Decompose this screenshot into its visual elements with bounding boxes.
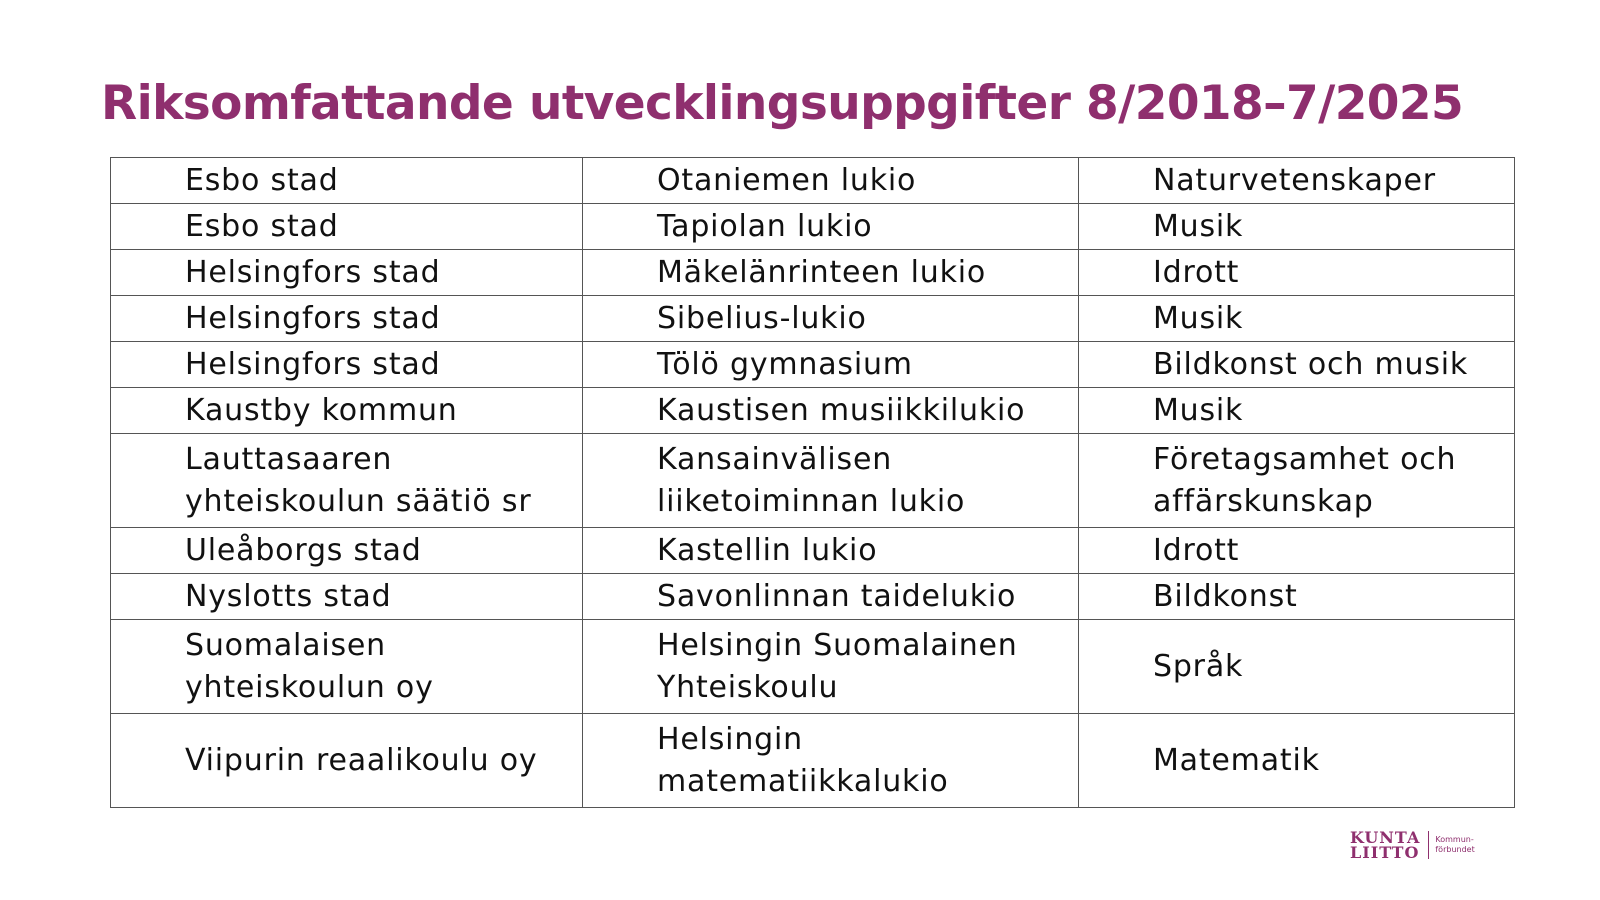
table-row — [111, 158, 1515, 204]
development-tasks-table — [110, 157, 1515, 808]
organizer-cell: Uleåborgs stad — [111, 528, 583, 574]
field-cell: Naturvetenskaper — [1079, 158, 1515, 204]
logo-sub-line-1: Kommun- — [1435, 835, 1474, 844]
organizer-cell: Esbo stad — [111, 204, 583, 250]
school-cell: Otaniemen lukio — [583, 158, 1079, 204]
table-row — [111, 528, 1515, 574]
school-cell: Mäkelänrinteen lukio — [583, 250, 1079, 296]
field-cell: Bildkonst — [1079, 574, 1515, 620]
logo-line-2: LIITTO — [1350, 843, 1420, 862]
field-cell: Musik — [1079, 388, 1515, 434]
logo-subtitle — [1435, 835, 1474, 855]
field-cell: Språk — [1079, 620, 1515, 714]
table-row — [111, 296, 1515, 342]
organizer-cell: Esbo stad — [111, 158, 583, 204]
school-cell: Savonlinnan taidelukio — [583, 574, 1079, 620]
school-cell: Sibelius-lukio — [583, 296, 1079, 342]
organizer-cell: Viipurin reaalikoulu oy — [111, 714, 583, 808]
table-row — [111, 250, 1515, 296]
logo-sub-line-2: förbundet — [1435, 845, 1475, 854]
slide-title: Riksomfattande utvecklingsuppgifter 8/2018–7/2025 — [101, 76, 1464, 131]
field-cell: Musik — [1079, 296, 1515, 342]
organizer-cell: Kaustby kommun — [111, 388, 583, 434]
table-row — [111, 714, 1515, 808]
logo-divider — [1428, 831, 1429, 859]
organizer-cell: Helsingfors stad — [111, 250, 583, 296]
field-cell: Idrott — [1079, 528, 1515, 574]
field-cell: Idrott — [1079, 250, 1515, 296]
field-cell: Matematik — [1079, 714, 1515, 808]
school-cell: Tölö gymnasium — [583, 342, 1079, 388]
table-row — [111, 434, 1515, 528]
table-row — [111, 620, 1515, 714]
school-cell: Kansainvälisen liiketoiminnan lukio — [583, 434, 1079, 528]
table-row — [111, 204, 1515, 250]
organizer-cell: Lauttasaaren yhteiskoulun säätiö sr — [111, 434, 583, 528]
school-cell: Tapiolan lukio — [583, 204, 1079, 250]
table-row — [111, 342, 1515, 388]
logo-wordmark — [1350, 830, 1420, 860]
organizer-cell: Helsingfors stad — [111, 296, 583, 342]
organizer-cell: Helsingfors stad — [111, 342, 583, 388]
school-cell: Helsingin matematiikkalukio — [583, 714, 1079, 808]
table-row — [111, 574, 1515, 620]
field-cell: Musik — [1079, 204, 1515, 250]
field-cell: Företagsamhet och affärskunskap — [1079, 434, 1515, 528]
organizer-cell: Suomalaisen yhteiskoulun oy — [111, 620, 583, 714]
kuntaliitto-logo — [1350, 830, 1475, 860]
school-cell: Kastellin lukio — [583, 528, 1079, 574]
school-cell: Helsingin Suomalainen Yhteiskoulu — [583, 620, 1079, 714]
school-cell: Kaustisen musiikkilukio — [583, 388, 1079, 434]
logo-line-1: KUNTA — [1350, 828, 1421, 847]
field-cell: Bildkonst och musik — [1079, 342, 1515, 388]
table-row — [111, 388, 1515, 434]
organizer-cell: Nyslotts stad — [111, 574, 583, 620]
